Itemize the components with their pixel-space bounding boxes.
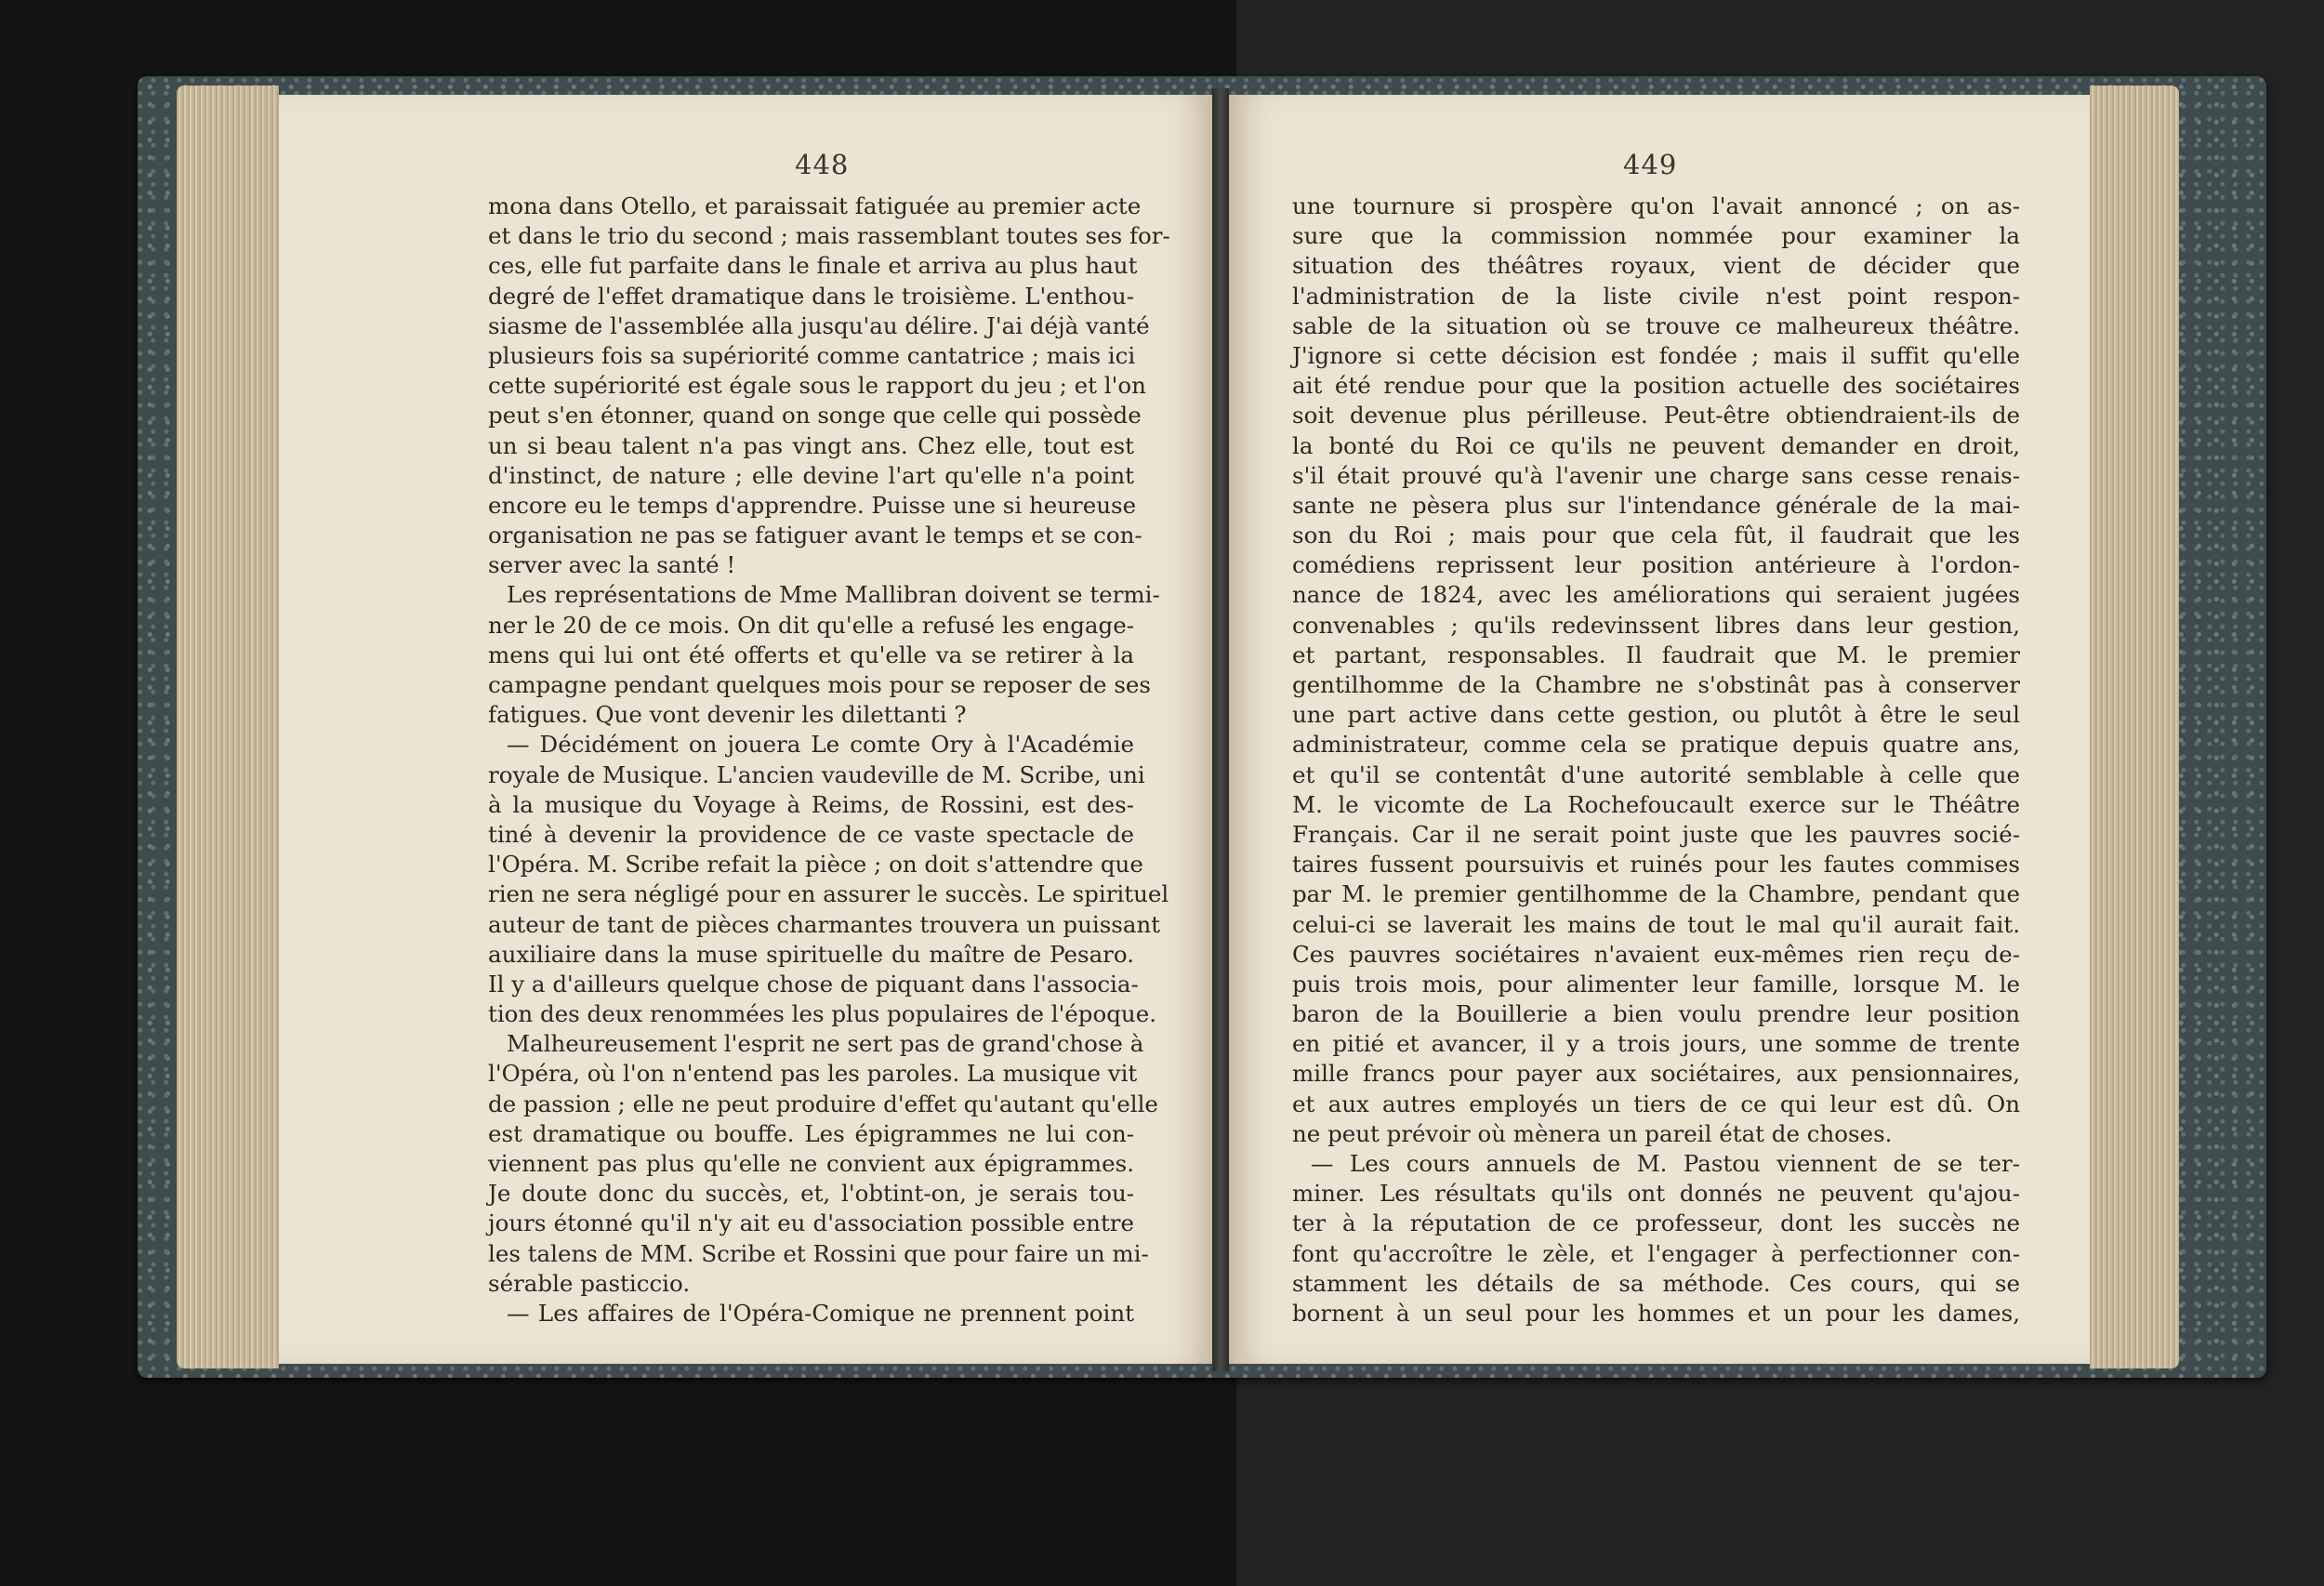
text-line: organisation ne pas se fatiguer avant le temps et se con- (488, 522, 1142, 549)
text-line: fatigues. Que vont devenir les dilettanti ? (488, 701, 967, 729)
text-line: siasme de l'assemblée alla jusqu'au délire. J'ai déjà vanté (488, 311, 1150, 339)
text-line: ces, elle fut parfaite dans le finale et arriva au plus haut (488, 252, 1138, 280)
text-line: — Les affaires de l'Opéra-Comique ne prennent point (507, 1299, 1134, 1327)
text-line: Ces pauvres sociétaires n'avaient eux-mêmes rien reçu de- (1292, 940, 2020, 968)
text-line: administrateur, comme cela se pratique depuis quatre ans, (1292, 731, 2020, 759)
text-line: auteur de tant de pièces charmantes trouvera un puissant (488, 910, 1161, 938)
left-page-number: 448 (795, 149, 850, 180)
text-line: une tournure si prospère qu'on l'avait annoncé ; on as- (1292, 192, 2020, 219)
text-line: stamment les détails de sa méthode. Ces cours, qui se (1292, 1269, 2020, 1297)
page-block-edge-left (177, 86, 279, 1368)
text-line: soit devenue plus périlleuse. Peut-être obtiendraient-ils de (1292, 402, 2020, 430)
text-line: une part active dans cette gestion, ou plutôt à être le seul (1292, 701, 2020, 729)
text-line: Malheureusement l'esprit ne sert pas de grand'chose à (507, 1030, 1144, 1058)
text-line: Les représentations de Mme Mallibran doivent se termi- (507, 581, 1160, 609)
text-line: M. le vicomte de La Rochefoucault exerce sur le Théâtre (1292, 790, 2020, 818)
text-line: comédiens reprissent leur position antérieure à l'ordon- (1292, 551, 2020, 579)
text-line: taires fussent poursuivis et ruinés pour les fautes commises (1292, 851, 2020, 879)
text-line: son du Roi ; mais pour que cela fût, il faudrait que les (1292, 522, 2020, 549)
text-line: plusieurs fois sa supériorité comme cantatrice ; mais ici (488, 341, 1136, 369)
text-line: gentilhomme de la Chambre ne s'obstinât pas à conserver (1292, 671, 2020, 698)
text-line: celui-ci se laverait les mains de tout le mal qu'il aurait fait. (1292, 910, 2020, 938)
right-page-number: 449 (1623, 149, 1678, 180)
text-line: et dans le trio du second ; mais rassemblant toutes ses for- (488, 222, 1170, 250)
text-line: la bonté du Roi ce qu'ils ne peuvent demander en droit, (1292, 431, 2020, 459)
text-line: cette supériorité est égale sous le rapport du jeu ; et l'on (488, 372, 1146, 400)
text-line: sante ne pèsera plus sur l'intendance générale de la mai- (1292, 491, 2020, 519)
left-page (279, 95, 1212, 1364)
text-line: jours étonné qu'il n'y ait eu d'association possible entre (488, 1209, 1134, 1237)
text-line: mille francs pour payer aux sociétaires, aux pensionnaires, (1292, 1060, 2020, 1088)
text-line: Je doute donc du succès, et, l'obtint-on, je serais tou- (488, 1180, 1134, 1208)
text-line: et aux autres employés un tiers de ce qui leur est dû. On (1292, 1090, 2020, 1117)
text-line: Français. Car il ne serait point juste que les pauvres socié- (1292, 820, 2020, 848)
text-line: l'Opéra. M. Scribe refait la pièce ; on doit s'attendre que (488, 851, 1143, 879)
text-line: un si beau talent n'a pas vingt ans. Chez elle, tout est (488, 431, 1134, 459)
text-line: — Décidément on jouera Le comte Ory à l'Académie (507, 731, 1134, 759)
text-line: server avec la santé ! (488, 551, 736, 579)
book-gutter (1212, 88, 1229, 1371)
text-line: campagne pendant quelques mois pour se reposer de ses (488, 671, 1151, 698)
right-page-text (1292, 192, 2020, 1328)
text-line: ne peut prévoir où mènera un pareil état de choses. (1292, 1119, 1893, 1147)
text-line: miner. Les résultats qu'ils ont donnés ne peuvent qu'ajou- (1292, 1180, 2020, 1208)
text-line: d'instinct, de nature ; elle devine l'art qu'elle n'a point (488, 461, 1134, 489)
text-line: l'Opéra, où l'on n'entend pas les paroles. La musique vit (488, 1060, 1138, 1088)
text-line: bornent à un seul pour les hommes et un pour les dames, (1292, 1299, 2020, 1327)
left-page-text (488, 192, 1170, 1328)
text-line: peut s'en étonner, quand on songe que celle qui possède (488, 402, 1142, 430)
text-line: est dramatique ou bouffe. Les épigrammes ne lui con- (488, 1119, 1134, 1147)
text-line: s'il était prouvé qu'à l'avenir une charge sans cesse renais- (1292, 461, 2020, 489)
page-block-edge-right (2090, 86, 2179, 1368)
text-line: situation des théâtres royaux, vient de décider que (1292, 252, 2020, 280)
text-line: baron de la Bouillerie a bien voulu prendre leur position (1292, 1000, 2020, 1028)
text-line: Il y a d'ailleurs quelque chose de piquant dans l'associa- (488, 970, 1139, 998)
text-line: à la musique du Voyage à Reims, de Rossini, est des- (488, 790, 1134, 818)
text-line: tiné à devenir la providence de ce vaste spectacle de (488, 820, 1134, 848)
text-line: l'administration de la liste civile n'est point respon- (1292, 282, 2020, 310)
text-line: font qu'accroître le zèle, et l'engager à perfectionner con- (1292, 1239, 2020, 1267)
text-line: nance de 1824, avec les améliorations qui seraient jugées (1292, 581, 2020, 609)
text-line: convenables ; qu'ils redevinssent libres dans leur gestion, (1292, 611, 2020, 639)
text-line: encore eu le temps d'apprendre. Puisse une si heureuse (488, 491, 1137, 519)
right-page (1229, 95, 2090, 1364)
text-line: en pitié et avancer, il y a trois jours, une somme de trente (1292, 1030, 2020, 1058)
text-line: et qu'il se contentât d'une autorité semblable à celle que (1292, 760, 2020, 788)
text-line: par M. le premier gentilhomme de la Chambre, pendant que (1292, 880, 2020, 908)
text-line: auxiliaire dans la muse spirituelle du maître de Pesaro. (488, 940, 1134, 968)
text-line: et partant, responsables. Il faudrait que M. le premier (1292, 641, 2020, 668)
text-line: sure que la commission nommée pour examiner la (1292, 222, 2020, 250)
text-line: mens qui lui ont été offerts et qu'elle va se retirer à la (488, 641, 1134, 668)
text-line: sérable pasticcio. (488, 1269, 691, 1297)
text-line: sable de la situation où se trouve ce malheureux théâtre. (1292, 311, 2020, 339)
text-line: puis trois mois, pour alimenter leur famille, lorsque M. le (1292, 970, 2020, 998)
text-line: tion des deux renommées les plus populaires de l'époque. (488, 1000, 1156, 1028)
text-line: royale de Musique. L'ancien vaudeville de M. Scribe, uni (488, 760, 1145, 788)
text-line: mona dans Otello, et paraissait fatiguée au premier acte (488, 192, 1142, 219)
text-line: J'ignore si cette décision est fondée ; mais il suffit qu'elle (1292, 341, 2020, 369)
text-line: viennent pas plus qu'elle ne convient aux épigrammes. (488, 1150, 1134, 1177)
text-line: de passion ; elle ne peut produire d'effet qu'autant qu'elle (488, 1090, 1158, 1117)
text-line: degré de l'effet dramatique dans le troisième. L'enthou- (488, 282, 1134, 310)
text-line: ner le 20 de ce mois. On dit qu'elle a refusé les engage- (488, 611, 1134, 639)
text-line: rien ne sera négligé pour en assurer le succès. Le spirituel (488, 880, 1169, 908)
text-line: ter à la réputation de ce professeur, dont les succès ne (1292, 1209, 2020, 1237)
text-line: ait été rendue pour que la position actuelle des sociétaires (1292, 372, 2020, 400)
text-line: — Les cours annuels de M. Pastou viennent de se ter- (1311, 1150, 2020, 1177)
text-line: les talens de MM. Scribe et Rossini que pour faire un mi- (488, 1239, 1149, 1267)
